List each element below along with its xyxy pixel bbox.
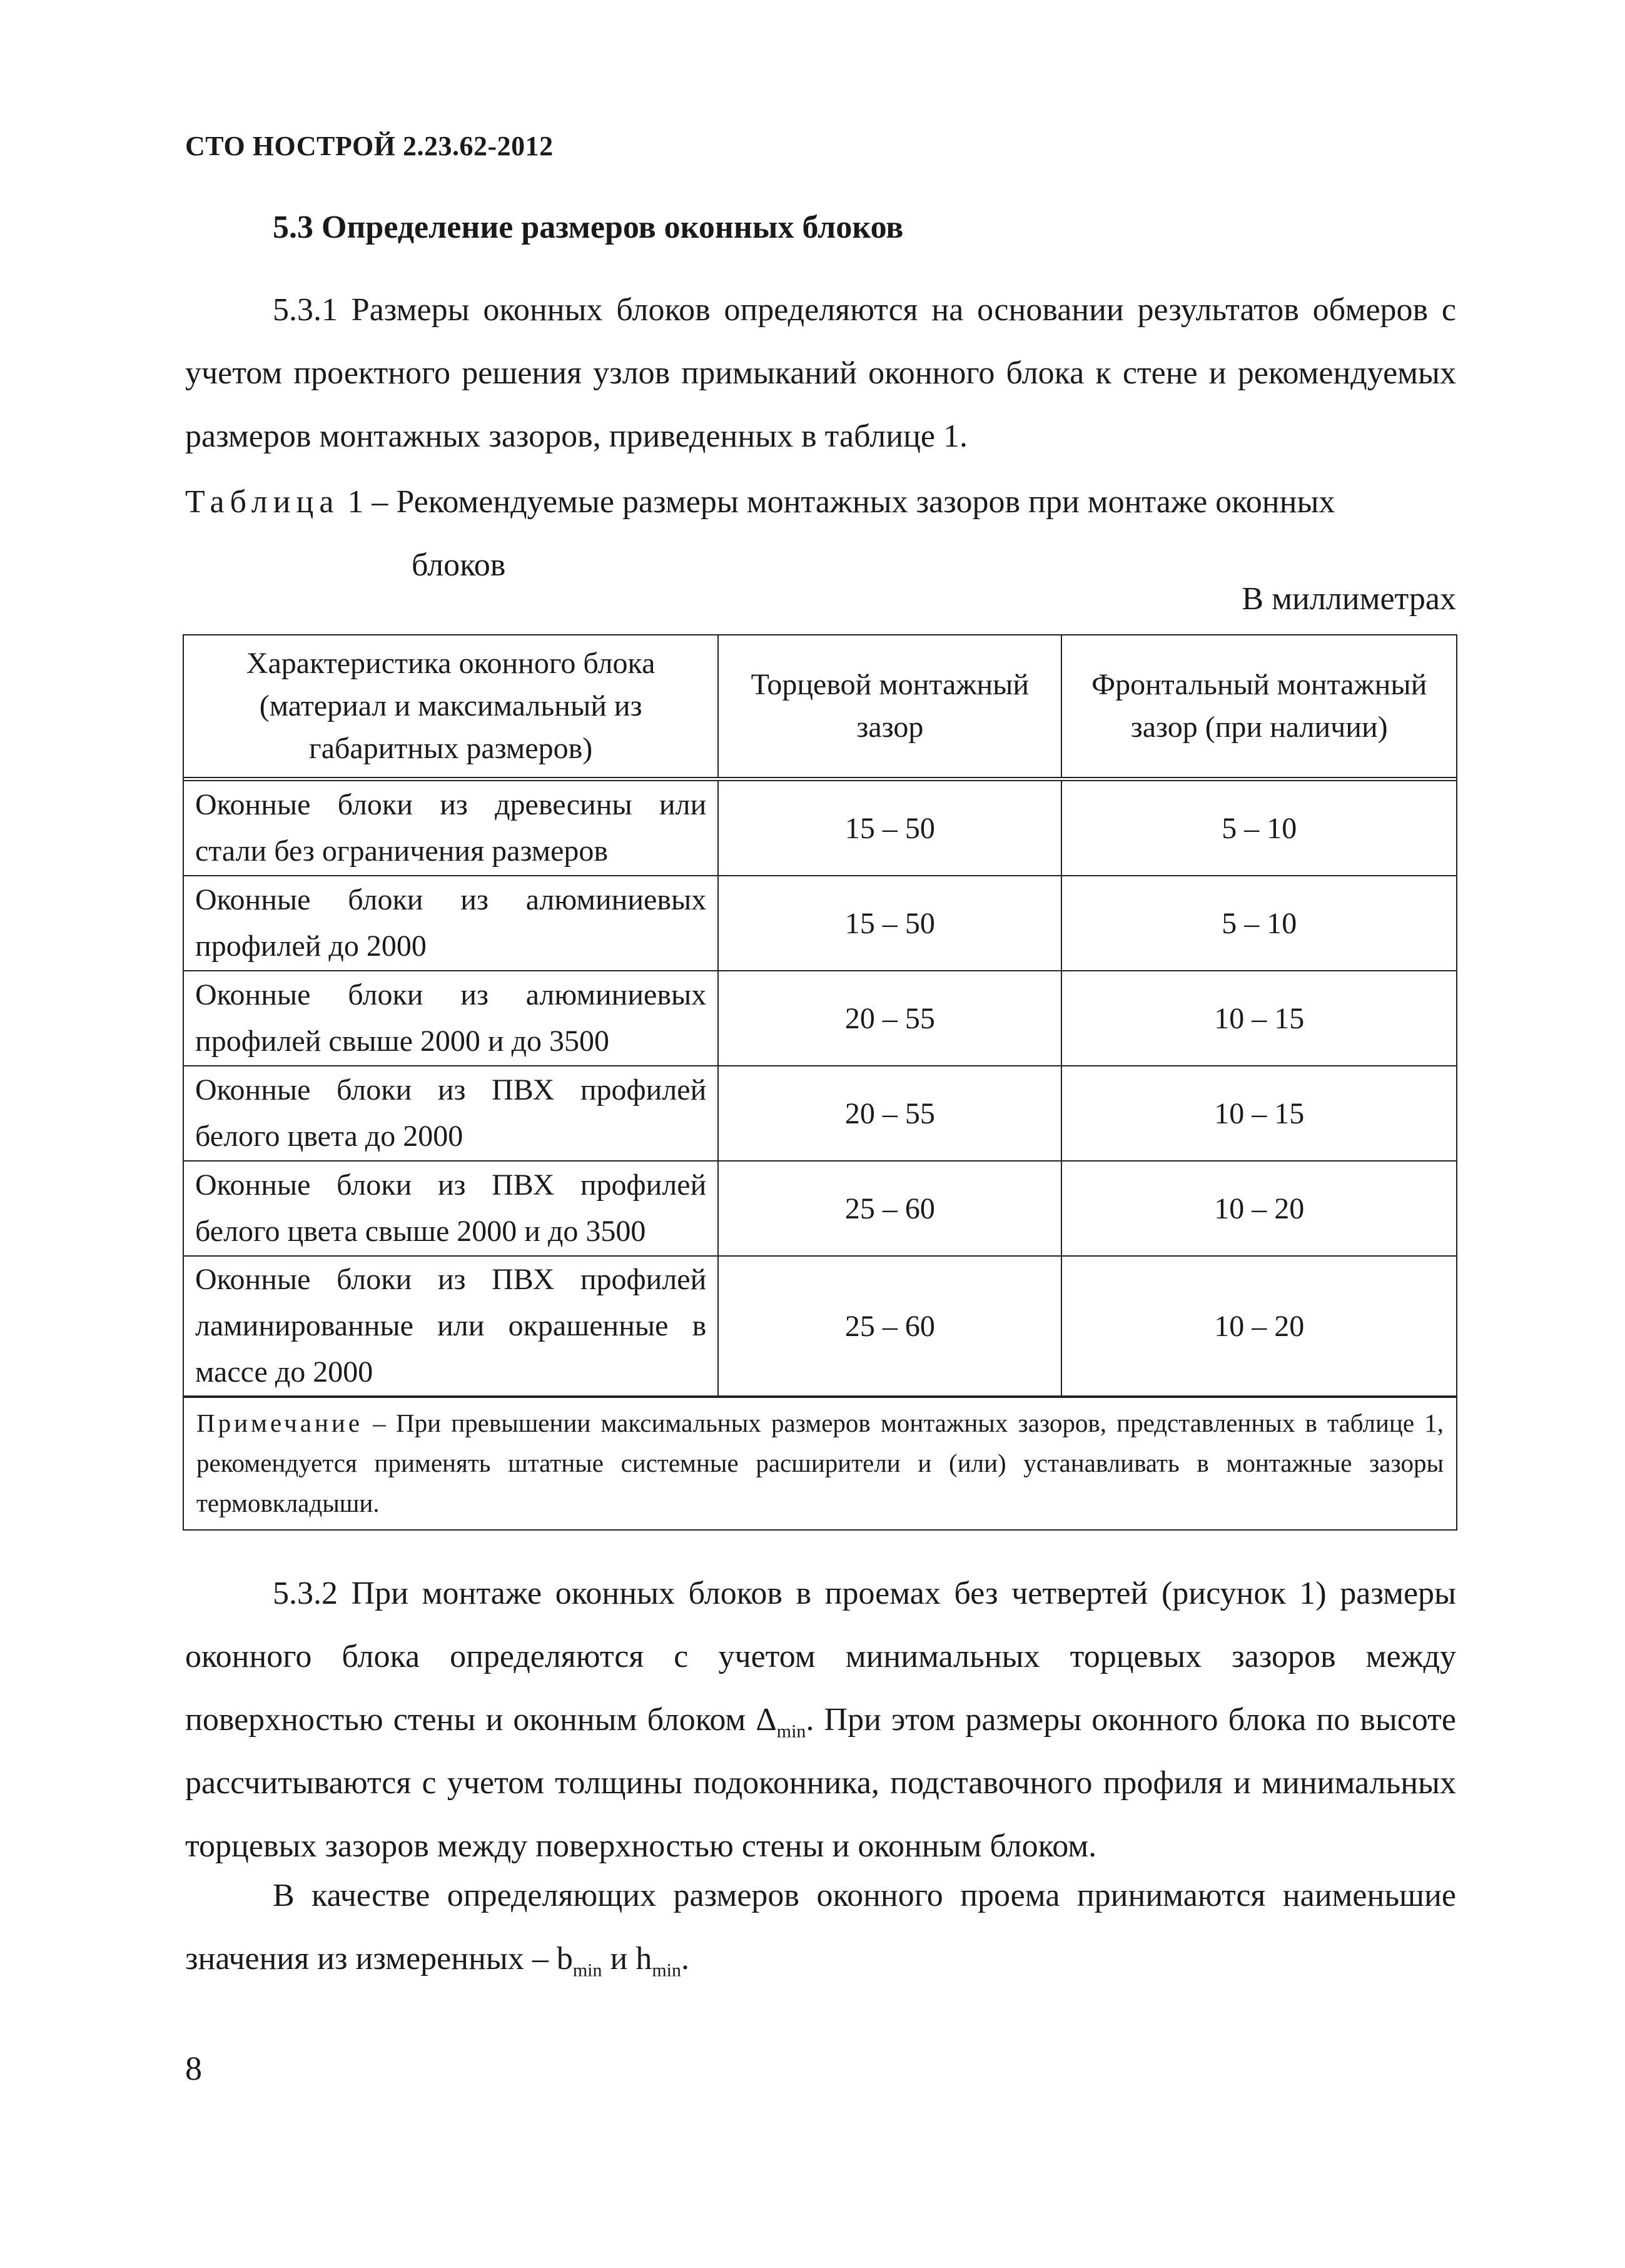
- table-caption-label: Таблица: [185, 484, 340, 520]
- page-number: 8: [185, 2050, 202, 2087]
- table-note-text: – При превышении максимальных размеров монтажных зазоров, представленных в таблице 1, рекомендуется применять штатные системные расширители и (или) устанавливать в монтажные зазоры термовкладыши.: [196, 1409, 1444, 1517]
- gaps-table: [183, 634, 1457, 1531]
- paragraph-determining-sizes: [185, 1864, 1456, 1990]
- table-header-row: [184, 635, 1456, 779]
- gaps-table-grid: [184, 635, 1456, 1397]
- header-end-gap: Торцевой монтажный зазор: [718, 635, 1061, 779]
- table-caption-text: 1 – Рекомендуемые размеры монтажных зазоров при монтаже оконных: [339, 484, 1335, 520]
- row-front-gap: 5 – 10: [1061, 876, 1456, 971]
- row-description: Оконные блоки из ПВХ профилей белого цвета свыше 2000 и до 3500: [184, 1161, 718, 1256]
- row-end-gap: 20 – 55: [718, 1066, 1061, 1161]
- paragraph-5-3-2-text-continued: . При этом размеры оконного блока по высоте рассчитываются с учетом толщины подоконника, подставочного профиля и минимальных торцевых зазоров между поверхностью стены и оконным блоком.: [185, 1702, 1456, 1864]
- header-characteristic: Характеристика оконного блока (материал и максимальный из габаритных размеров): [184, 635, 718, 779]
- row-front-gap: 10 – 20: [1061, 1256, 1456, 1396]
- table-note-label: Примечание: [196, 1409, 363, 1437]
- table-row: [184, 876, 1456, 971]
- row-end-gap: 25 – 60: [718, 1161, 1061, 1256]
- row-end-gap: 15 – 50: [718, 876, 1061, 971]
- table-caption: [185, 470, 1456, 597]
- paragraph-determining-sizes-text: В качестве определяющих размеров оконного проема принимаются наименьшие значения из измеренных – b: [185, 1878, 1456, 1977]
- paragraph-5-3-1: 5.3.1 Размеры оконных блоков определяются на основании результатов обмеров с учетом проектного решения узлов примыканий оконного блока к стене и рекомендуемых размеров монтажных зазоров, приведенных в таблице 1.: [185, 292, 1456, 454]
- row-description: Оконные блоки из ПВХ профилей ламинированные или окрашенные в массе до 2000: [184, 1256, 718, 1396]
- paragraph-determining-sizes-end: .: [681, 1941, 690, 1977]
- table-row: [184, 971, 1456, 1066]
- delta-min-subscript: min: [776, 1721, 806, 1742]
- paragraph-5-3-2: [185, 1562, 1456, 1878]
- document-code: СТО НОСТРОЙ 2.23.62-2012: [185, 131, 554, 161]
- row-end-gap: 25 – 60: [718, 1256, 1061, 1396]
- table-row: [184, 1256, 1456, 1396]
- table-row: [184, 1161, 1456, 1256]
- row-description: Оконные блоки из алюминиевых профилей до 2000: [184, 876, 718, 971]
- row-front-gap: 5 – 10: [1061, 779, 1456, 876]
- b-min-subscript: min: [572, 1960, 602, 1981]
- row-description: Оконные блоки из древесины или стали без ограничения размеров: [184, 779, 718, 876]
- table-caption-continuation: блоков: [412, 547, 506, 583]
- table-row: [184, 779, 1456, 876]
- section-heading: 5.3 Определение размеров оконных блоков: [273, 210, 904, 245]
- units-note: В миллиметрах: [1242, 581, 1456, 617]
- row-end-gap: 15 – 50: [718, 779, 1061, 876]
- row-front-gap: 10 – 15: [1061, 1066, 1456, 1161]
- row-description: Оконные блоки из алюминиевых профилей свыше 2000 и до 3500: [184, 971, 718, 1066]
- row-front-gap: 10 – 20: [1061, 1161, 1456, 1256]
- row-end-gap: 20 – 55: [718, 971, 1061, 1066]
- paragraph-determining-sizes-and: и h: [602, 1941, 652, 1977]
- paragraph-5-3-2-text: 5.3.2 При монтаже оконных блоков в проемах без четвертей (рисунок 1) размеры оконного блока определяются с учетом минимальных торцевых зазоров между поверхностью стены и оконным блоком Δ: [185, 1576, 1456, 1738]
- h-min-subscript: min: [652, 1960, 682, 1981]
- table-note: [184, 1397, 1456, 1529]
- header-front-gap: Фронтальный монтажный зазор (при наличии): [1061, 635, 1456, 779]
- row-description: Оконные блоки из ПВХ профилей белого цвета до 2000: [184, 1066, 718, 1161]
- table-row: [184, 1066, 1456, 1161]
- row-front-gap: 10 – 15: [1061, 971, 1456, 1066]
